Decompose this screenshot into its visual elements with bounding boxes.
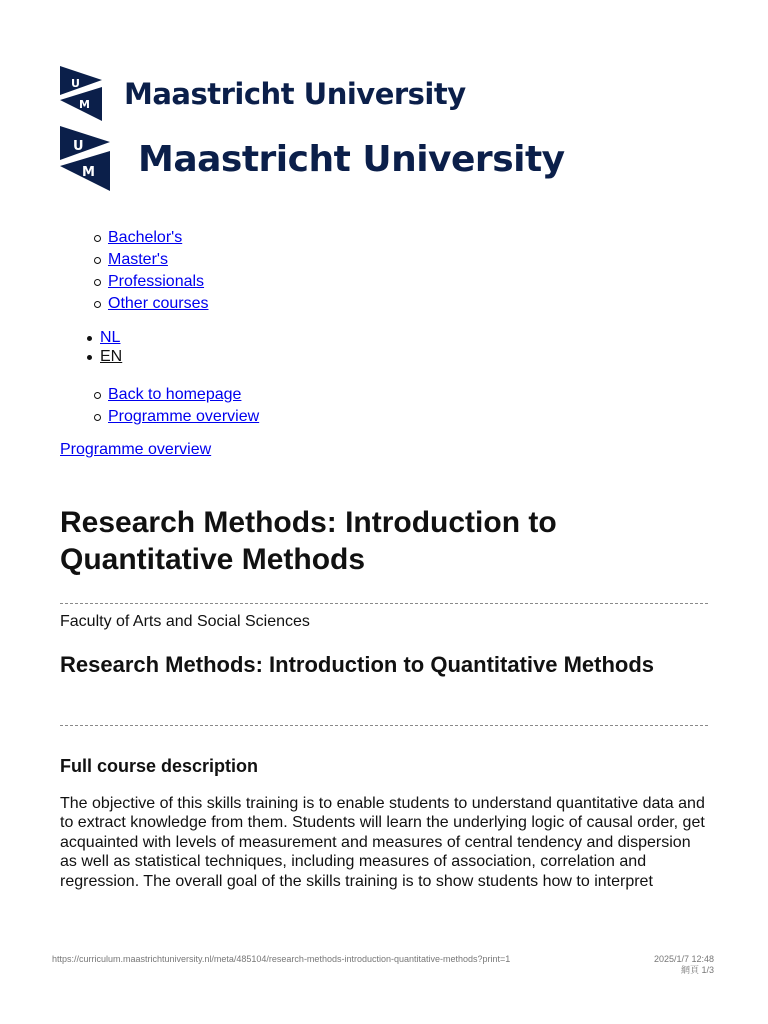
course-subtitle: Research Methods: Introduction to Quantitative Methods <box>60 652 655 677</box>
um-logo-mark-icon <box>58 66 104 122</box>
nav-item-professionals <box>108 271 208 293</box>
nav-item-programme-overview <box>108 406 259 428</box>
language-switcher <box>100 328 122 366</box>
nav-item-masters <box>108 249 208 271</box>
lang-link-nl[interactable]: NL <box>100 329 121 346</box>
lang-link-en[interactable]: EN <box>100 348 123 365</box>
nav-link-masters[interactable]: Master's <box>108 251 168 268</box>
print-footer-url: https://curriculum.maastrichtuniversity.nl/meta/485104/research-methods-introduction-quantitative-methods?print=1 <box>52 954 511 964</box>
university-logo <box>58 66 466 122</box>
programme-overview-link[interactable]: Programme overview <box>108 408 260 425</box>
lang-item-nl <box>100 328 122 347</box>
nav-item-back-home <box>108 384 259 406</box>
section-heading: Full course description <box>60 756 259 776</box>
page-title: Research Methods: Introduction to Quantitative Methods <box>60 506 557 576</box>
print-datetime: 2025/1/7 12:48 <box>653 954 714 964</box>
university-logo-large <box>58 126 565 192</box>
lang-item-en <box>100 347 122 366</box>
logo-wordmark: Maastricht University <box>124 77 466 111</box>
faculty-name: Faculty of Arts and Social Sciences <box>60 613 310 630</box>
um-logo-mark-icon <box>58 126 112 192</box>
divider <box>60 725 708 726</box>
divider <box>60 603 708 604</box>
back-to-homepage-link[interactable]: Back to homepage <box>108 386 242 403</box>
logo-mark-letter-u: U <box>73 139 84 154</box>
course-description: The objective of this skills training is to enable students to understand quantitative data and to extract knowledge from them. Students will learn the underlying logic of causal order, get acquainted with levels of measurement and measures of central tendency and dispersion as well as statistical techniques, including measures of association, correlation and regression. The overall goal of the skills training is to show students how to interpret <box>60 795 705 890</box>
nav-link-professionals[interactable]: Professionals <box>108 273 205 290</box>
print-page-number: 網頁 1/3 <box>680 965 714 975</box>
nav-item-bachelors <box>108 227 208 249</box>
nav-link-bachelors[interactable]: Bachelor's <box>108 229 183 246</box>
logo-mark-letter-m: M <box>82 165 95 180</box>
print-footer-meta <box>654 954 714 976</box>
nav-link-other-courses[interactable]: Other courses <box>108 295 209 312</box>
secondary-nav-list <box>108 384 259 428</box>
breadcrumb[interactable]: Programme overview <box>60 441 212 458</box>
logo-wordmark: Maastricht University <box>138 138 565 180</box>
logo-mark-letter-m: M <box>79 98 90 111</box>
logo-mark-letter-u: U <box>71 77 80 90</box>
nav-item-other-courses <box>108 293 208 315</box>
main-nav-list <box>108 227 208 315</box>
